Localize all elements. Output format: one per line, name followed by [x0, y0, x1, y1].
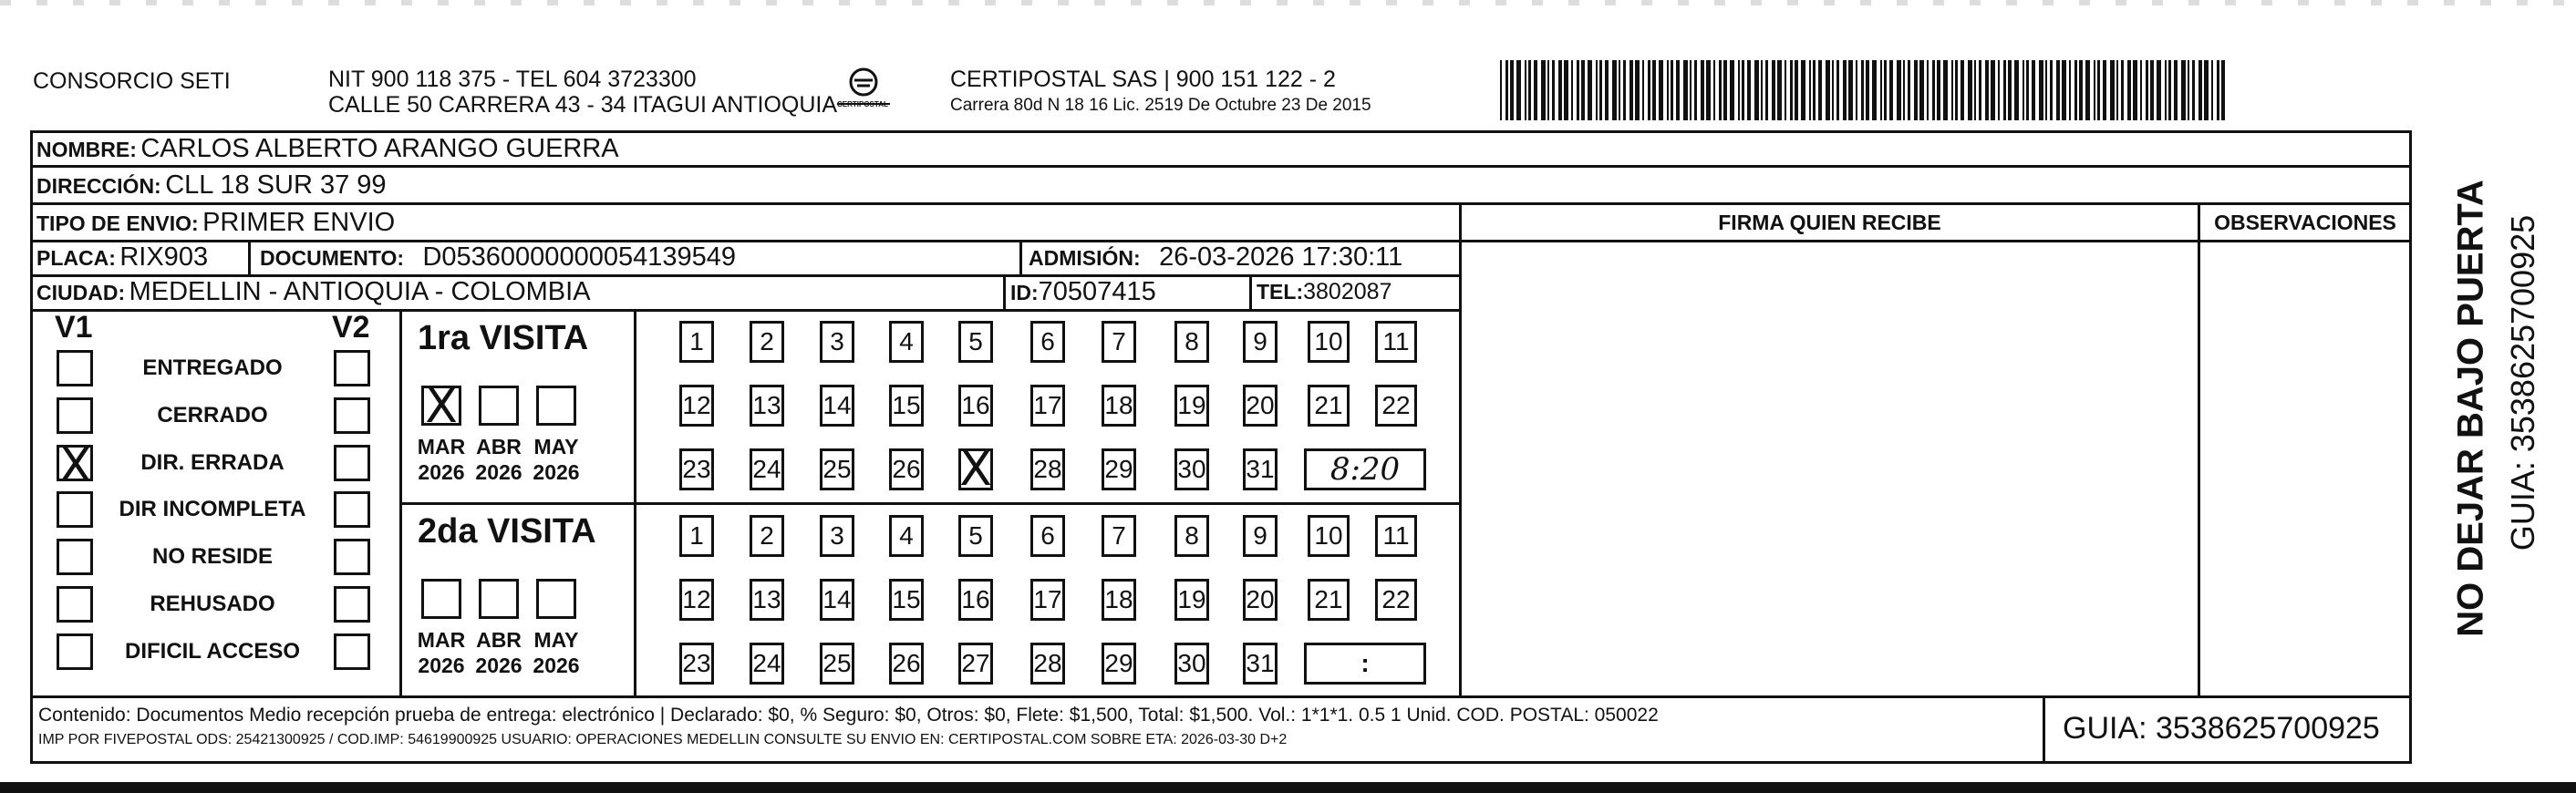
month-checkbox[interactable]	[479, 579, 519, 619]
day-box[interactable]: 28	[1030, 643, 1065, 685]
footer-contenido: Contenido: Documentos Medio recepción prueba de entrega: electrónico | Declarado: $0, % Seguro: $0, Otros: $0, Flete: $1,500, Total: $1,500. Vol.: 1*1*1. 0.5 1 Unid. COD. POSTAL: 050022	[38, 705, 1659, 726]
day-box[interactable]: 29	[1102, 448, 1136, 490]
x-mark-icon: X	[959, 442, 992, 497]
day-box[interactable]: 3	[820, 321, 854, 363]
month-checkbox[interactable]	[536, 579, 576, 619]
status-option-label: CERRADO	[157, 403, 268, 427]
bottom-edge	[0, 782, 2576, 793]
status-option-label: DIFICIL ACCESO	[124, 639, 300, 664]
side-guia: GUIA: 3538625700925	[2504, 214, 2541, 551]
x-mark-icon: X	[59, 438, 92, 493]
day-box[interactable]: 15	[889, 385, 924, 427]
day-box[interactable]: 20	[1243, 385, 1278, 427]
day-box[interactable]: 11	[1375, 321, 1417, 363]
day-box[interactable]: 24	[750, 643, 784, 685]
day-box[interactable]: 1	[679, 515, 714, 557]
tipo-envio-field: TIPO DE ENVIO: PRIMER ENVIO	[36, 208, 396, 237]
day-box[interactable]: 19	[1174, 579, 1209, 621]
day-box[interactable]: 24	[750, 448, 784, 490]
month-checkbox[interactable]	[421, 379, 461, 434]
status-option-label: REHUSADO	[150, 592, 275, 616]
second-visit-title: 2da VISITA	[418, 512, 596, 551]
day-box[interactable]: 14	[820, 579, 854, 621]
year-label: 2026	[475, 460, 522, 484]
side-warning: NO DEJAR BAJO PUERTA	[2450, 180, 2491, 637]
barcode	[1500, 60, 2229, 122]
month-checkbox[interactable]	[479, 386, 519, 426]
day-box[interactable]: 9	[1243, 515, 1278, 557]
company-name: CONSORCIO SETI	[33, 68, 231, 94]
month-label: MAR	[417, 628, 466, 652]
day-box[interactable]: 16	[958, 385, 993, 427]
day-box[interactable]: 13	[750, 385, 784, 427]
day-box[interactable]: 2	[750, 321, 784, 363]
status-option-label: DIR INCOMPLETA	[119, 497, 306, 521]
placa-field: PLACA: RIX903	[36, 242, 209, 272]
day-box[interactable]: 10	[1308, 515, 1350, 557]
day-box[interactable]: 13	[750, 579, 784, 621]
day-box[interactable]: 1	[679, 321, 714, 363]
top-edge-strip	[0, 0, 2576, 5]
address-line: CALLE 50 CARRERA 43 - 34 ITAGUI ANTIOQUIA	[328, 92, 838, 118]
direccion-field: DIRECCIÓN: CLL 18 SUR 37 99	[36, 170, 387, 200]
day-box[interactable]: 22	[1375, 579, 1417, 621]
day-box[interactable]: 26	[889, 643, 924, 685]
time-box[interactable]: :	[1304, 643, 1426, 685]
x-mark-icon: X	[425, 379, 458, 434]
day-box[interactable]: 17	[1030, 385, 1065, 427]
tel-field: TEL:3802087	[1257, 279, 1392, 304]
footer-guia: GUIA: 3538625700925	[2063, 711, 2380, 746]
nit-line: NIT 900 118 375 - TEL 604 3723300	[328, 67, 697, 92]
day-box[interactable]: 26	[889, 448, 924, 490]
month-checkbox[interactable]	[421, 579, 461, 619]
observaciones-header: OBSERVACIONES	[2214, 211, 2396, 234]
day-box[interactable]: 15	[889, 579, 924, 621]
day-box[interactable]: 4	[889, 321, 924, 363]
status-option-label: DIR. ERRADA	[140, 450, 284, 475]
first-visit-title: 1ra VISITA	[418, 319, 589, 357]
nombre-field: NOMBRE: CARLOS ALBERTO ARANGO GUERRA	[36, 134, 619, 163]
v2-label: V2	[332, 310, 370, 345]
day-box[interactable]: 29	[1102, 643, 1136, 685]
day-box[interactable]: 18	[1102, 385, 1136, 427]
admision-field: ADMISIÓN: 26-03-2026 17:30:11	[1029, 242, 1403, 272]
day-box[interactable]: 19	[1174, 385, 1209, 427]
day-box[interactable]: 30	[1174, 643, 1209, 685]
day-box[interactable]: 25	[820, 643, 854, 685]
month-checkbox[interactable]	[536, 386, 576, 426]
year-label: 2026	[418, 654, 465, 677]
firma-header: FIRMA QUIEN RECIBE	[1718, 211, 1941, 234]
day-box[interactable]: 27	[958, 643, 993, 685]
day-box[interactable]: 21	[1308, 385, 1350, 427]
day-box[interactable]: 2	[750, 515, 784, 557]
v1-label: V1	[55, 310, 93, 345]
logo-text: CERTIPOSTAL	[837, 100, 888, 108]
day-box[interactable]: 9	[1243, 321, 1278, 363]
time-box[interactable]: 8:20	[1304, 448, 1426, 490]
year-label: 2026	[533, 460, 580, 484]
day-box[interactable]: 23	[679, 448, 714, 490]
id-field: ID:70507415	[1010, 277, 1156, 306]
day-box[interactable]: 17	[1030, 579, 1065, 621]
month-label: MAY	[533, 628, 579, 652]
day-box[interactable]: 31	[1243, 643, 1278, 685]
day-box[interactable]: 21	[1308, 579, 1350, 621]
month-label: ABR	[476, 628, 522, 652]
month-label: ABR	[476, 435, 522, 458]
day-box[interactable]: 7	[1102, 321, 1136, 363]
day-box[interactable]: 12	[679, 579, 714, 621]
day-box[interactable]: 23	[679, 643, 714, 685]
day-box[interactable]: 28	[1030, 448, 1065, 490]
day-box[interactable]: 4	[889, 515, 924, 557]
day-box[interactable]: 11	[1375, 515, 1417, 557]
day-box[interactable]: 12	[679, 385, 714, 427]
day-box[interactable]: 30	[1174, 448, 1209, 490]
day-box[interactable]: 8	[1174, 515, 1209, 557]
year-label: 2026	[533, 654, 580, 677]
day-box[interactable]: 16	[958, 579, 993, 621]
month-label: MAR	[417, 435, 466, 458]
month-label: MAY	[533, 435, 579, 458]
day-box[interactable]: 5	[958, 321, 993, 363]
day-box[interactable]: 5	[958, 515, 993, 557]
year-label: 2026	[418, 460, 465, 484]
day-box[interactable]: 22	[1375, 385, 1417, 427]
day-box[interactable]: 31	[1243, 448, 1278, 490]
day-box[interactable]	[958, 442, 993, 497]
certipostal-logo	[832, 64, 895, 118]
documento-field: DOCUMENTO: D05360000000054139549	[260, 242, 736, 272]
day-box[interactable]: 25	[820, 448, 854, 490]
day-box[interactable]: 10	[1308, 321, 1350, 363]
carrier-line: CERTIPOSTAL SAS | 900 151 122 - 2	[950, 67, 1336, 92]
day-box[interactable]: 6	[1030, 515, 1065, 557]
status-option-label: NO RESIDE	[151, 544, 274, 569]
day-box[interactable]: 20	[1243, 579, 1278, 621]
ciudad-field: CIUDAD: MEDELLIN - ANTIOQUIA - COLOMBIA	[36, 277, 591, 306]
license-line: Carrera 80d N 18 16 Lic. 2519 De Octubre 23 De 2015	[950, 96, 1371, 115]
day-box[interactable]: 14	[820, 385, 854, 427]
day-box[interactable]: 7	[1102, 515, 1136, 557]
day-box[interactable]: 18	[1102, 579, 1136, 621]
day-box[interactable]: 8	[1174, 321, 1209, 363]
year-label: 2026	[475, 654, 522, 677]
status-option-label: ENTREGADO	[142, 355, 283, 380]
footer-imp: IMP POR FIVEPOSTAL ODS: 25421300925 / COD.IMP: 54619900925 USUARIO: OPERACIONES MEDELLIN CONSULTE SU ENVIO EN: CERTIPOSTAL.COM SOBRE ETA: 2026-03-30 D+2	[38, 732, 1288, 747]
day-box[interactable]: 3	[820, 515, 854, 557]
day-box[interactable]: 6	[1030, 321, 1065, 363]
